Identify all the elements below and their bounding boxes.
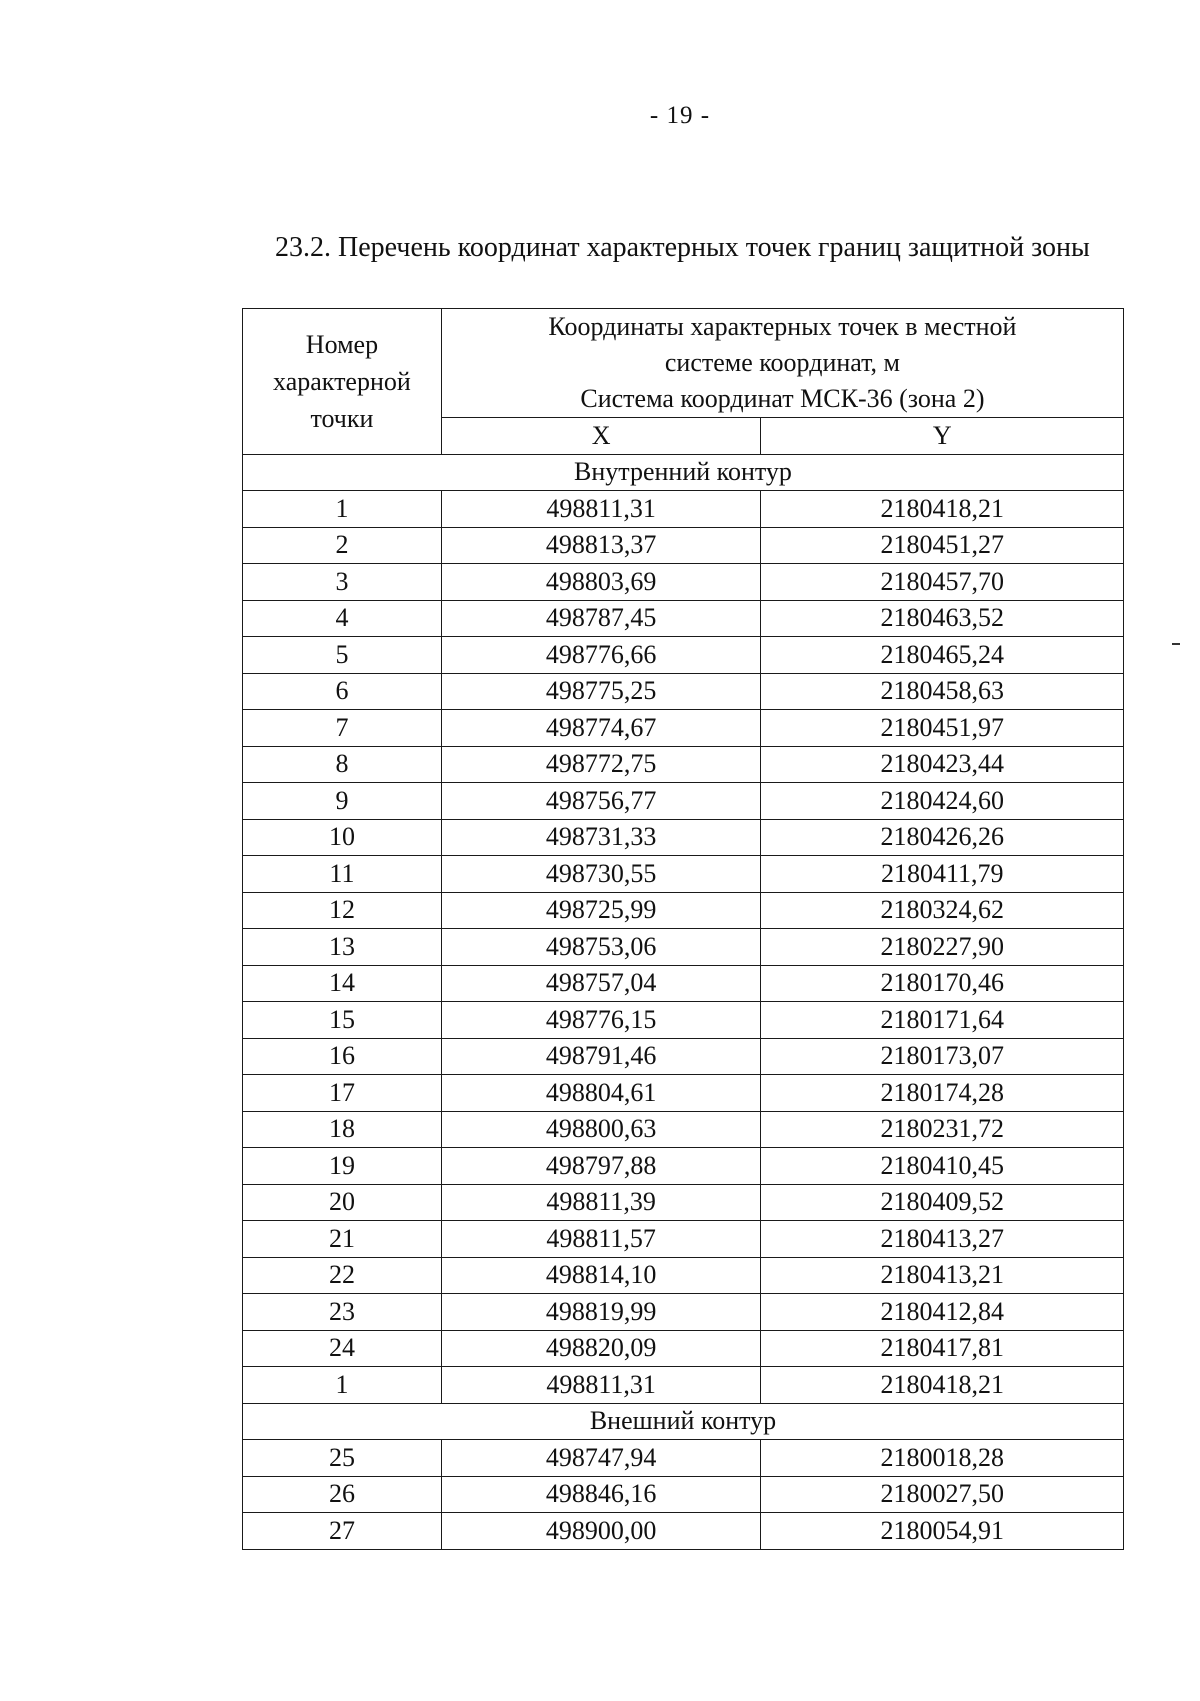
y-coordinate-cell: 2180170,46 <box>761 965 1124 1002</box>
coordinates-header-line: Координаты характерных точек в местной <box>548 312 1017 341</box>
point-number-header <box>243 309 442 455</box>
y-coordinate-cell: 2180451,27 <box>761 527 1124 564</box>
x-coordinate-cell: 498776,66 <box>441 637 761 674</box>
y-coordinate-cell: 2180457,70 <box>761 564 1124 601</box>
x-coordinate-cell: 498813,37 <box>441 527 761 564</box>
section-title: 23.2. Перечень координат характерных точек границ защитной зоны <box>275 232 1090 263</box>
point-number-cell: 26 <box>243 1476 442 1513</box>
x-coordinate-cell: 498811,31 <box>441 491 761 528</box>
point-number-cell: 8 <box>243 746 442 783</box>
x-coordinate-cell: 498756,77 <box>441 783 761 820</box>
x-coordinate-cell: 498791,46 <box>441 1038 761 1075</box>
table-row <box>243 856 1124 893</box>
point-number-cell: 19 <box>243 1148 442 1185</box>
point-number-cell: 9 <box>243 783 442 820</box>
y-coordinate-cell: 2180409,52 <box>761 1184 1124 1221</box>
table-row <box>243 783 1124 820</box>
coordinates-header <box>441 309 1123 418</box>
point-number-cell: 3 <box>243 564 442 601</box>
y-coordinate-cell: 2180054,91 <box>761 1513 1124 1550</box>
x-coordinate-cell: 498846,16 <box>441 1476 761 1513</box>
x-coordinate-cell: 498772,75 <box>441 746 761 783</box>
table-row <box>243 1294 1124 1331</box>
group-label: Внешний контур <box>243 1403 1124 1440</box>
y-coordinate-cell: 2180174,28 <box>761 1075 1124 1112</box>
table-row <box>243 1075 1124 1112</box>
table-header-row <box>243 309 1124 418</box>
table-row <box>243 1221 1124 1258</box>
x-coordinate-cell: 498730,55 <box>441 856 761 893</box>
table-row <box>243 965 1124 1002</box>
x-coordinate-cell: 498811,39 <box>441 1184 761 1221</box>
point-number-cell: 27 <box>243 1513 442 1550</box>
coordinates-header-line: системе координат, м <box>664 348 901 377</box>
point-number-cell: 7 <box>243 710 442 747</box>
point-number-cell: 1 <box>243 1367 442 1404</box>
y-coordinate-cell: 2180418,21 <box>761 1367 1124 1404</box>
x-coordinate-cell: 498814,10 <box>441 1257 761 1294</box>
y-coordinate-cell: 2180458,63 <box>761 673 1124 710</box>
x-coordinate-cell: 498757,04 <box>441 965 761 1002</box>
table-row <box>243 564 1124 601</box>
table-row <box>243 1440 1124 1477</box>
table-row <box>243 1184 1124 1221</box>
y-coordinate-cell: 2180412,84 <box>761 1294 1124 1331</box>
point-number-cell: 4 <box>243 600 442 637</box>
table-row <box>243 819 1124 856</box>
x-coordinate-cell: 498797,88 <box>441 1148 761 1185</box>
point-number-cell: 18 <box>243 1111 442 1148</box>
x-coordinate-cell: 498819,99 <box>441 1294 761 1331</box>
table-row <box>243 1002 1124 1039</box>
table-row <box>243 892 1124 929</box>
y-coordinate-cell: 2180418,21 <box>761 491 1124 528</box>
coordinates-table <box>242 308 1124 1550</box>
table-row <box>243 1367 1124 1404</box>
point-number-cell: 11 <box>243 856 442 893</box>
y-coordinate-cell: 2180411,79 <box>761 856 1124 893</box>
x-column-header: X <box>441 418 761 455</box>
point-number-header-line: Номер <box>305 329 379 359</box>
point-number-cell: 10 <box>243 819 442 856</box>
y-coordinate-cell: 2180173,07 <box>761 1038 1124 1075</box>
coordinates-header-line: Система координат МСК-36 (зона 2) <box>580 384 985 413</box>
table-row <box>243 1476 1124 1513</box>
point-number-cell: 2 <box>243 527 442 564</box>
y-coordinate-cell: 2180410,45 <box>761 1148 1124 1185</box>
point-number-cell: 21 <box>243 1221 442 1258</box>
y-coordinate-cell: 2180463,52 <box>761 600 1124 637</box>
x-coordinate-cell: 498753,06 <box>441 929 761 966</box>
point-number-cell: 23 <box>243 1294 442 1331</box>
x-coordinate-cell: 498811,31 <box>441 1367 761 1404</box>
x-coordinate-cell: 498774,67 <box>441 710 761 747</box>
table-row <box>243 491 1124 528</box>
point-number-cell: 15 <box>243 1002 442 1039</box>
table-row <box>243 1148 1124 1185</box>
y-coordinate-cell: 2180027,50 <box>761 1476 1124 1513</box>
table-row <box>243 673 1124 710</box>
y-coordinate-cell: 2180231,72 <box>761 1111 1124 1148</box>
point-number-cell: 17 <box>243 1075 442 1112</box>
group-row <box>243 454 1124 491</box>
point-number-header-line: точки <box>310 403 374 433</box>
x-coordinate-cell: 498900,00 <box>441 1513 761 1550</box>
point-number-header-line: характерной <box>273 366 411 396</box>
table-row <box>243 929 1124 966</box>
table-row <box>243 710 1124 747</box>
x-coordinate-cell: 498731,33 <box>441 819 761 856</box>
y-coordinate-cell: 2180451,97 <box>761 710 1124 747</box>
table-row <box>243 746 1124 783</box>
group-row <box>243 1403 1124 1440</box>
y-coordinate-cell: 2180423,44 <box>761 746 1124 783</box>
table-row <box>243 1111 1124 1148</box>
table-row <box>243 637 1124 674</box>
x-coordinate-cell: 498800,63 <box>441 1111 761 1148</box>
table-row <box>243 527 1124 564</box>
y-coordinate-cell: 2180018,28 <box>761 1440 1124 1477</box>
x-coordinate-cell: 498747,94 <box>441 1440 761 1477</box>
x-coordinate-cell: 498803,69 <box>441 564 761 601</box>
group-label: Внутренний контур <box>243 454 1124 491</box>
x-coordinate-cell: 498775,25 <box>441 673 761 710</box>
table-row <box>243 1513 1124 1550</box>
table-row <box>243 600 1124 637</box>
y-coordinate-cell: 2180413,27 <box>761 1221 1124 1258</box>
y-column-header: Y <box>761 418 1124 455</box>
y-coordinate-cell: 2180417,81 <box>761 1330 1124 1367</box>
x-coordinate-cell: 498776,15 <box>441 1002 761 1039</box>
y-coordinate-cell: 2180227,90 <box>761 929 1124 966</box>
x-coordinate-cell: 498804,61 <box>441 1075 761 1112</box>
y-coordinate-cell: 2180424,60 <box>761 783 1124 820</box>
page-number: - 19 - <box>649 102 711 129</box>
point-number-cell: 1 <box>243 491 442 528</box>
table-row <box>243 1038 1124 1075</box>
point-number-cell: 14 <box>243 965 442 1002</box>
point-number-cell: 5 <box>243 637 442 674</box>
table-row <box>243 1330 1124 1367</box>
point-number-cell: 25 <box>243 1440 442 1477</box>
y-coordinate-cell: 2180413,21 <box>761 1257 1124 1294</box>
y-coordinate-cell: 2180465,24 <box>761 637 1124 674</box>
point-number-cell: 22 <box>243 1257 442 1294</box>
x-coordinate-cell: 498787,45 <box>441 600 761 637</box>
x-coordinate-cell: 498820,09 <box>441 1330 761 1367</box>
table-row <box>243 1257 1124 1294</box>
y-coordinate-cell: 2180171,64 <box>761 1002 1124 1039</box>
point-number-cell: 20 <box>243 1184 442 1221</box>
point-number-cell: 24 <box>243 1330 442 1367</box>
point-number-cell: 6 <box>243 673 442 710</box>
y-coordinate-cell: 2180324,62 <box>761 892 1124 929</box>
point-number-cell: 13 <box>243 929 442 966</box>
point-number-cell: 16 <box>243 1038 442 1075</box>
y-coordinate-cell: 2180426,26 <box>761 819 1124 856</box>
x-coordinate-cell: 498725,99 <box>441 892 761 929</box>
x-coordinate-cell: 498811,57 <box>441 1221 761 1258</box>
point-number-cell: 12 <box>243 892 442 929</box>
stray-mark <box>1172 643 1180 645</box>
